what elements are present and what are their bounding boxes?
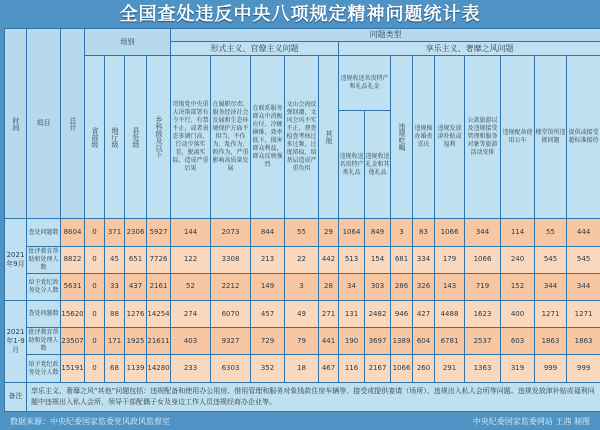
header-hedonism-gifts-cash: 违规收送礼金和其他礼品 <box>365 110 391 219</box>
table-cell: 5927 <box>147 219 171 246</box>
table-cell: 2073 <box>211 219 251 246</box>
table-cell: 23507 <box>61 328 85 355</box>
header-hedonism-gifts: 违规收送名贵特产和礼品礼金 <box>339 56 391 110</box>
table-cell: 33 <box>105 273 125 300</box>
footer <box>0 413 600 430</box>
table-cell: 21611 <box>147 328 171 355</box>
header-hedonism-weddings: 违规操办婚丧喜庆 <box>413 56 435 219</box>
table-cell: 1389 <box>391 328 413 355</box>
table-cell: 0 <box>85 246 105 273</box>
header-formalism-col-1: 贯彻党中央重大决策部署有令不行、有禁不止，或者表态多调门高、行动少落实差，脱离实际，造成严重后果 <box>171 56 211 219</box>
table-cell: 3697 <box>365 328 391 355</box>
table-cell: 179 <box>435 246 465 273</box>
header-formalism: 形式主义、官僚主义问题 <box>171 41 339 56</box>
table-cell: 122 <box>171 246 211 273</box>
header-formalism-col-3: 在联系服务群众中消极应付、冷硬横推、效率低下，损害群众利益，群众反映强烈 <box>251 56 285 219</box>
header-hedonism-subsidies: 违规发放津补贴或福利 <box>435 56 465 219</box>
row-period: 2021年9月 <box>5 219 27 301</box>
table-cell: 152 <box>501 273 535 300</box>
table-cell: 52 <box>171 273 211 300</box>
header-hedonism-dining: 违规吃喝 <box>391 56 413 219</box>
header-rank-prefectural: 地厅级 <box>105 56 125 219</box>
table-cell: 352 <box>251 355 285 382</box>
table-cell: 55 <box>285 219 319 246</box>
table-cell: 29 <box>319 219 339 246</box>
table-cell: 467 <box>319 355 339 382</box>
table-cell: 143 <box>435 273 465 300</box>
header-rank-township: 乡科级及以下 <box>147 56 171 219</box>
table-cell: 400 <box>501 301 535 328</box>
table-cell: 22 <box>285 246 319 273</box>
table-cell: 171 <box>105 328 125 355</box>
header-problem-type: 问题类型 <box>171 29 600 42</box>
table-cell: 9327 <box>211 328 251 355</box>
row-item: 给予党纪政务处分人数 <box>27 355 61 382</box>
table-cell: 213 <box>251 246 285 273</box>
table-cell: 6781 <box>435 328 465 355</box>
table-cell: 441 <box>319 328 339 355</box>
table-cell: 7726 <box>147 246 171 273</box>
table-cell: 0 <box>85 273 105 300</box>
footer-source: 数据来源：中央纪委国家监委党风政风监督室 <box>10 417 170 426</box>
table-cell: 240 <box>501 246 535 273</box>
table-cell: 8822 <box>61 246 85 273</box>
table-cell: 444 <box>567 219 600 246</box>
table-cell: 1271 <box>567 301 600 328</box>
table-cell: 6070 <box>211 301 251 328</box>
table-cell: 79 <box>285 328 319 355</box>
table-cell: 729 <box>251 328 285 355</box>
table-cell: 291 <box>435 355 465 382</box>
header-formalism-col-4: 文山会海反弹回潮，文风会风不实不正，督查检查考核过多过频、过度留痕，给基层造成严重负担 <box>285 56 319 219</box>
table-cell: 1066 <box>465 246 501 273</box>
table-cell: 8604 <box>61 219 85 246</box>
header-hedonism-travel: 公款旅游以及违规接受管理和服务对象等旅游活动安排 <box>465 56 501 219</box>
header-rank: 级别 <box>85 29 171 56</box>
table-cell: 114 <box>501 219 535 246</box>
table-cell: 999 <box>567 355 600 382</box>
table-row <box>5 246 600 273</box>
row-period: 2021年1-9月 <box>5 301 27 383</box>
table-cell: 28 <box>319 273 339 300</box>
table-cell: 55 <box>535 219 567 246</box>
table-cell: 3 <box>285 273 319 300</box>
table-cell: 0 <box>85 219 105 246</box>
table-cell: 326 <box>413 273 435 300</box>
header-formalism-other: 其他 <box>319 56 339 219</box>
header-formalism-col-2: 在履职尽责、服务经济社会发展和生态环境保护方面不担当、不作为、乱作为、假作为，严重影响高质量发展 <box>211 56 251 219</box>
table-cell: 15620 <box>61 301 85 328</box>
table-cell: 344 <box>567 273 600 300</box>
table-cell: 1276 <box>125 301 147 328</box>
header-hedonism-cars: 违规配备使用公车 <box>501 56 535 219</box>
table-cell: 260 <box>413 355 435 382</box>
table-cell: 334 <box>413 246 435 273</box>
row-item: 批评教育帮助和处理人数 <box>27 246 61 273</box>
table-cell: 403 <box>171 328 211 355</box>
table-cell: 603 <box>501 328 535 355</box>
page-title: 全国查处违反中央八项规定精神问题统计表 <box>119 4 481 25</box>
header-hedonism-gifts-specialty: 违规收送名贵特产类礼品 <box>339 110 365 219</box>
table-cell: 1066 <box>435 219 465 246</box>
header-rank-county: 县处级 <box>125 56 147 219</box>
table-cell: 1863 <box>535 328 567 355</box>
header-hedonism-buildings: 楼堂馆所违规问题 <box>535 56 567 219</box>
row-item: 查处问题数 <box>27 301 61 328</box>
table-cell: 45 <box>105 246 125 273</box>
table-cell: 946 <box>391 301 413 328</box>
statistics-table <box>4 28 600 412</box>
table-cell: 190 <box>339 328 365 355</box>
table-cell: 2306 <box>125 219 147 246</box>
table-cell: 149 <box>251 273 285 300</box>
table-cell: 144 <box>171 219 211 246</box>
table-cell: 1139 <box>125 355 147 382</box>
table-cell: 2212 <box>211 273 251 300</box>
table-cell: 442 <box>319 246 339 273</box>
row-item: 给予党纪政务处分人数 <box>27 273 61 300</box>
table-cell: 2161 <box>147 273 171 300</box>
table-cell: 0 <box>85 328 105 355</box>
table-cell: 0 <box>85 301 105 328</box>
table-cell: 2482 <box>365 301 391 328</box>
table-cell: 427 <box>413 301 435 328</box>
table-cell: 303 <box>365 273 391 300</box>
table-cell: 274 <box>171 301 211 328</box>
table-cell: 233 <box>171 355 211 382</box>
table-cell: 3308 <box>211 246 251 273</box>
table-cell: 271 <box>319 301 339 328</box>
table-cell: 1064 <box>339 219 365 246</box>
table-cell: 34 <box>339 273 365 300</box>
row-item: 查处问题数 <box>27 219 61 246</box>
table-cell: 83 <box>413 219 435 246</box>
table-cell: 545 <box>567 246 600 273</box>
table-cell: 4488 <box>435 301 465 328</box>
note-label: 备注 <box>5 382 27 411</box>
header-hedonism: 享乐主义、奢靡之风问题 <box>339 41 600 56</box>
header-total: 总计 <box>61 29 85 219</box>
table-cell: 457 <box>251 301 285 328</box>
table-cell: 68 <box>105 355 125 382</box>
table-cell: 1271 <box>535 301 567 328</box>
table-cell: 849 <box>365 219 391 246</box>
table-cell: 5631 <box>61 273 85 300</box>
table-cell: 2537 <box>465 328 501 355</box>
table-cell: 437 <box>125 273 147 300</box>
table-row <box>5 219 600 246</box>
table-cell: 88 <box>105 301 125 328</box>
table-cell: 681 <box>391 246 413 273</box>
table-row <box>5 328 600 355</box>
table-cell: 999 <box>535 355 567 382</box>
row-item: 批评教育帮助和处理人数 <box>27 328 61 355</box>
table-cell: 1863 <box>567 328 600 355</box>
table-cell: 1925 <box>125 328 147 355</box>
table-cell: 344 <box>465 219 501 246</box>
table-cell: 344 <box>535 273 567 300</box>
table-cell: 1623 <box>465 301 501 328</box>
table-cell: 18 <box>285 355 319 382</box>
table-cell: 2167 <box>365 355 391 382</box>
table-cell: 286 <box>391 273 413 300</box>
header-item: 项目 <box>27 29 61 219</box>
header-rank-provincial: 省部级 <box>85 56 105 219</box>
table-cell: 14280 <box>147 355 171 382</box>
table-cell: 604 <box>413 328 435 355</box>
table-cell: 651 <box>125 246 147 273</box>
table-cell: 371 <box>105 219 125 246</box>
footer-credit: 中央纪委国家监委网站 王茜 制图 <box>472 417 590 426</box>
header-period: 时间 <box>5 29 27 219</box>
table-cell: 3 <box>391 219 413 246</box>
table-cell: 116 <box>339 355 365 382</box>
table-cell: 513 <box>339 246 365 273</box>
table-cell: 545 <box>535 246 567 273</box>
table-cell: 319 <box>501 355 535 382</box>
table-cell: 6303 <box>211 355 251 382</box>
table-cell: 1363 <box>465 355 501 382</box>
header-hedonism-reception: 提供或接受超标准接待 <box>567 56 600 219</box>
table-row <box>5 301 600 328</box>
table-cell: 15191 <box>61 355 85 382</box>
table-row <box>5 273 600 300</box>
table-cell: 0 <box>85 355 105 382</box>
table-cell: 1066 <box>391 355 413 382</box>
table-cell: 844 <box>251 219 285 246</box>
table-cell: 14254 <box>147 301 171 328</box>
table-row <box>5 355 600 382</box>
table-cell: 49 <box>285 301 319 328</box>
note-text: 享乐主义、奢靡之风“其他”问题包括：违规配备和使用办公用房、借用管理和服务对象钱款住房车辆等、接受或提供宴请（场所）、违规出入私人会所等问题。违规发放津补贴或福利问题中违规出入私人会所，领导干部配偶子女及身边工作人员违规经商办企业等。 <box>27 382 600 411</box>
table-cell: 131 <box>339 301 365 328</box>
table-cell: 719 <box>465 273 501 300</box>
table-cell: 154 <box>365 246 391 273</box>
